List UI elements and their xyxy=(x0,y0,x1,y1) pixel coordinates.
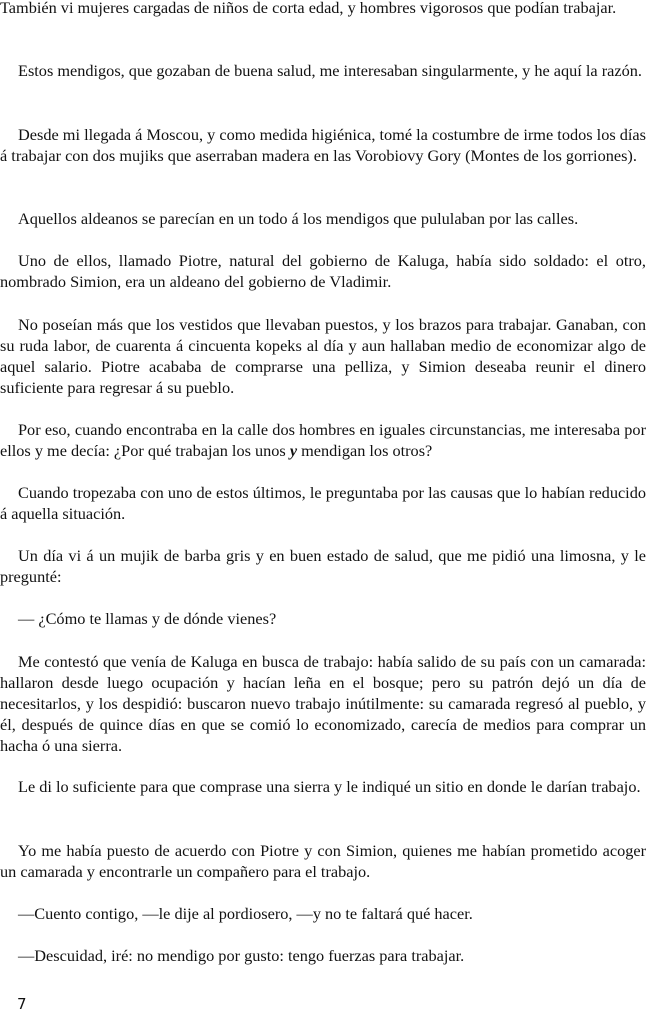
paragraph-un-dia-vi: Un día vi á un mujik de barba gris y en buen estado de salud, que me pidió una limosna, y le pregunté: xyxy=(0,546,646,586)
paragraph-cuando-tropezaba: Cuando tropezaba con uno de estos últimos, le preguntaba por las causas que lo habían reducido á aquella situación. xyxy=(0,483,646,523)
paragraph-me-contesto: Me contestó que venía de Kaluga en busca de trabajo: había salido de su país con un camarada: hallaron desde luego ocupación y hacían leña en el bosque; pero su patrón dejó un día de necesitarlos, y los despidió: buscaron nuevo trabajo inútilmente: su camarada regresó al pueblo, y él, después de quince días en que se comió lo economizado, carecía de medios para comprar un hacha ó una sierra. xyxy=(0,652,646,755)
paragraph-desde-mi-llegada: Desde mi llegada á Moscou, y como medida higiénica, tomé la costumbre de irme todos los días á trabajar con dos mujiks que aserraban madera en las Vorobiovy Gory (Montes de los gorriones). xyxy=(0,125,646,165)
paragraph-como-te-llamas: — ¿Cómo te llamas y de dónde vienes? xyxy=(18,609,277,628)
paragraph-aquellos-aldeanos: Aquellos aldeanos se parecían en un todo á los mendigos que pululaban por las calles. xyxy=(18,209,579,228)
paragraph-por-eso xyxy=(0,419,646,461)
paragraph-mujeres-cargadas: También vi mujeres cargadas de niños de corta edad, y hombres vigorosos que podían trabajar. xyxy=(0,0,617,17)
paragraph-por-eso-text-before: Por eso, cuando encontraba en la calle dos hombres en iguales circunstancias, me interesaba por ellos y me decía: ¿Por qué trabajan los unos xyxy=(0,420,646,460)
paragraph-por-eso-text-after: mendigan los otros? xyxy=(297,441,433,460)
paragraph-estos-mendigos: Estos mendigos, que gozaban de buena salud, me interesaban singularmente, y he aquí la razón. xyxy=(18,61,642,80)
paragraph-descuidad: —Descuidad, iré: no mendigo por gusto: tengo fuerzas para trabajar. xyxy=(18,946,465,965)
paragraph-le-di: Le di lo suficiente para que comprase una sierra y le indiqué un sitio en donde le darían trabajo. xyxy=(18,777,641,796)
paragraph-yo-me-habia: Yo me había puesto de acuerdo con Piotre y con Simion, quienes me habían prometido acoger un camarada y encontrarle un compañero para el trabajo. xyxy=(0,841,646,881)
emphasis-y: y xyxy=(289,441,298,460)
paragraph-uno-de-ellos: Uno de ellos, llamado Piotre, natural del gobierno de Kaluga, había sido soldado: el otro, nombrado Simion, era un aldeano del gobierno de Vladimir. xyxy=(0,251,646,291)
page-number: 7 xyxy=(17,995,27,1013)
paragraph-cuento-contigo: —Cuento contigo, —le dije al pordiosero, —y no te faltará qué hacer. xyxy=(18,904,473,923)
paragraph-no-poseian: No poseían más que los vestidos que llevaban puestos, y los brazos para trabajar. Ganaban, con su ruda labor, de cuarenta á cincuenta kopeks al día y aun hallaban medio de economizar algo de aquel salario. Piotre acababa de comprarse una pelliza, y Simion deseaba reunir el dinero suficiente para regresar á su pueblo. xyxy=(0,315,646,397)
